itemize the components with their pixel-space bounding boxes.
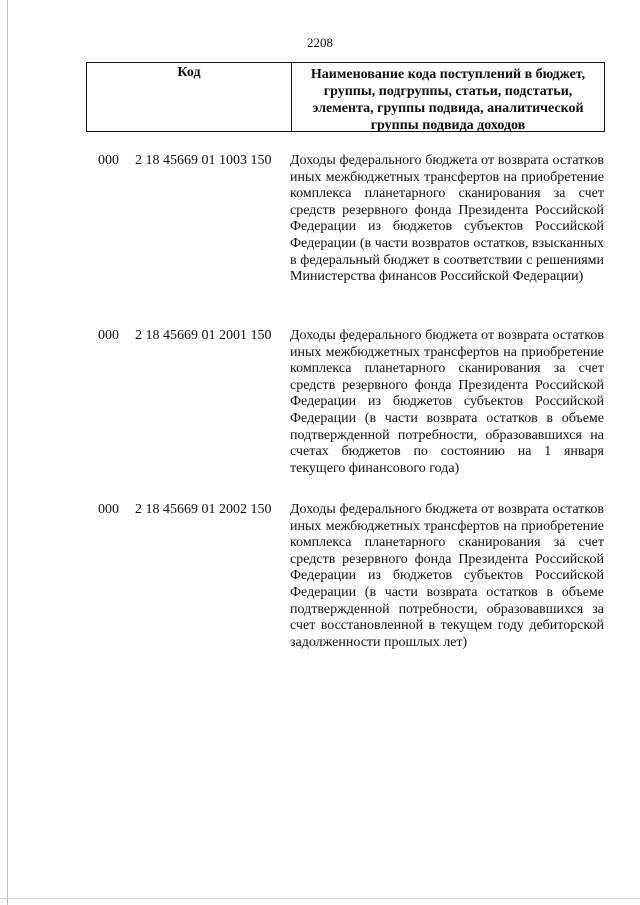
revenue-description: Доходы федерального бюджета от возврата остатков иных межбюджетных трансфертов на приобретение комплекса планетарного сканирования за счет средств резервного фонда Президента Российской Федерации из бюджетов субъектов Российской Федерации (в части возвратов остатков, взысканных в федеральный бюджет в соответствии с решениями Министерства финансов Российской Федерации): [290, 153, 604, 285]
header-name-column: Наименование кода поступлений в бюджет, группы, подгруппы, статьи, подстатьи, элемента, группы подвида, аналитической группы подвида доходов: [310, 67, 586, 133]
revenue-description: Доходы федерального бюджета от возврата остатков иных межбюджетных трансфертов на приобретение комплекса планетарного сканирования за счет средств резервного фонда Президента Российской Федерации из бюджетов субъектов Российской Федерации (в части возврата остатков в объеме подтвержденной потребности, образовавшихся за счет восстановленной в текущем году дебиторской задолженности прошлых лет): [290, 502, 604, 650]
revenue-description: Доходы федерального бюджета от возврата остатков иных межбюджетных трансфертов на приобретение комплекса планетарного сканирования за счет средств резервного фонда Президента Российской Федерации из бюджетов субъектов Российской Федерации (в части возврата остатков в объеме подтвержденной потребности, образовавшихся на счетах бюджетов по состоянию на 1 января текущего финансового года): [290, 328, 604, 476]
admin-code: 000: [98, 502, 119, 517]
admin-code: 000: [98, 153, 119, 168]
revenue-code: 2 18 45669 01 2002 150: [135, 502, 272, 517]
revenue-code: 2 18 45669 01 1003 150: [135, 153, 272, 168]
table-header: [86, 62, 605, 132]
header-code-column: Код: [87, 63, 292, 131]
table-row: [98, 502, 604, 651]
admin-code: 000: [98, 328, 119, 343]
table-row: [98, 153, 604, 286]
page-number: 2208: [307, 35, 333, 50]
table-row: [98, 328, 604, 477]
revenue-code: 2 18 45669 01 2001 150: [135, 328, 272, 343]
scan-edge-bottom: [0, 898, 640, 899]
scan-edge-left: [7, 0, 8, 905]
